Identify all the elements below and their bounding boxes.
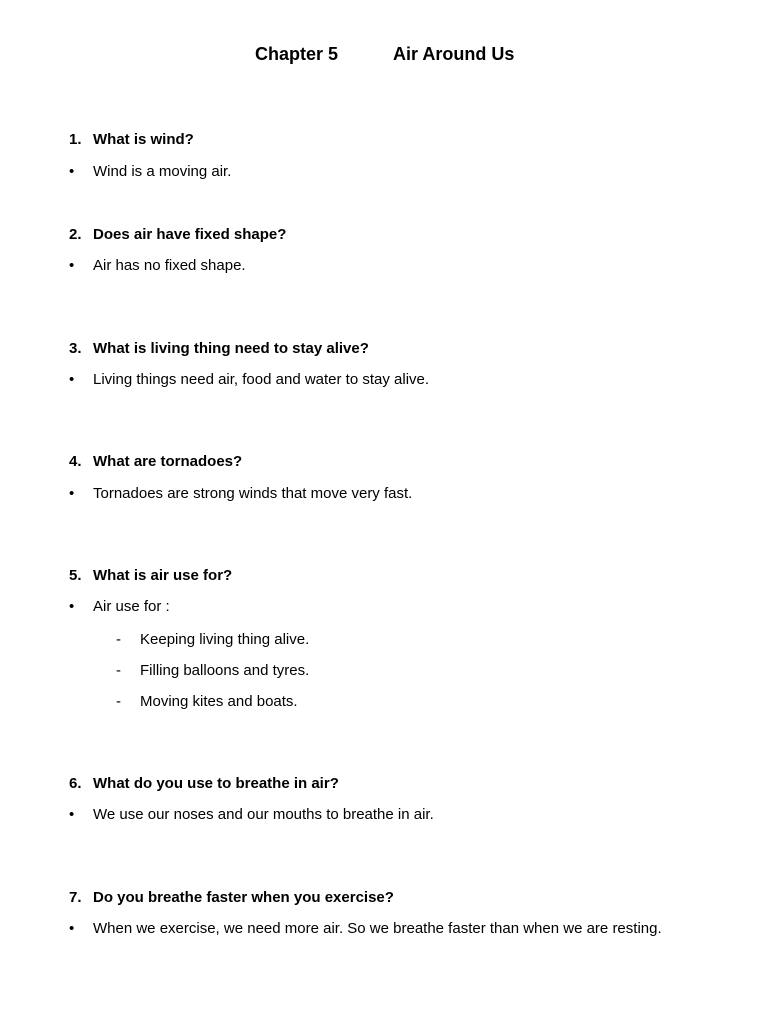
question-number: 7. xyxy=(69,889,82,906)
sub-item-1 xyxy=(116,631,309,648)
answer-text: Air use for : xyxy=(93,598,170,615)
question-3 xyxy=(69,340,369,357)
question-text: Does air have fixed shape? xyxy=(93,226,287,243)
question-number: 4. xyxy=(69,453,82,470)
question-text: What do you use to breathe in air? xyxy=(93,775,339,792)
dash-icon: - xyxy=(116,631,121,648)
chapter-title: Air Around Us xyxy=(393,44,515,64)
answer-text: Living things need air, food and water to stay alive. xyxy=(93,371,430,388)
answer-5 xyxy=(69,598,170,615)
bullet-icon: • xyxy=(69,257,75,274)
sub-item-3 xyxy=(116,693,298,710)
question-1 xyxy=(69,131,194,148)
question-text: What are tornadoes? xyxy=(93,453,243,470)
bullet-icon: • xyxy=(69,920,75,937)
page-title xyxy=(0,44,768,68)
bullet-icon: • xyxy=(69,485,75,502)
answer-text: Wind is a moving air. xyxy=(93,163,232,180)
bullet-icon: • xyxy=(69,598,75,615)
answer-3 xyxy=(69,371,429,388)
dash-icon: - xyxy=(116,693,121,710)
bullet-icon: • xyxy=(69,163,75,180)
question-text: What is wind? xyxy=(93,131,194,148)
question-number: 6. xyxy=(69,775,82,792)
question-number: 5. xyxy=(69,567,82,584)
answer-4 xyxy=(69,485,412,502)
bullet-icon: • xyxy=(69,371,75,388)
answer-text: When we exercise, we need more air. So we breathe faster than when we are resting. xyxy=(93,920,662,937)
question-2 xyxy=(69,226,286,243)
question-text: What is air use for? xyxy=(93,567,233,584)
answer-6 xyxy=(69,806,434,823)
question-text: Do you breathe faster when you exercise? xyxy=(93,889,394,906)
dash-icon: - xyxy=(116,662,121,679)
bullet-icon: • xyxy=(69,806,75,823)
answer-text: We use our noses and our mouths to breathe in air. xyxy=(93,806,434,823)
question-5 xyxy=(69,567,232,584)
answer-text: Tornadoes are strong winds that move very fast. xyxy=(93,485,413,502)
sub-item-2 xyxy=(116,662,309,679)
chapter-number: Chapter 5 xyxy=(255,44,339,64)
question-7 xyxy=(69,889,394,906)
answer-2 xyxy=(69,257,246,274)
question-number: 3. xyxy=(69,340,82,357)
answer-7 xyxy=(69,920,662,937)
question-6 xyxy=(69,775,339,792)
answer-1 xyxy=(69,163,231,180)
question-number: 1. xyxy=(69,131,82,148)
question-4 xyxy=(69,453,242,470)
question-text: What is living thing need to stay alive? xyxy=(93,340,369,357)
sub-item-text: Moving kites and boats. xyxy=(140,693,298,710)
question-number: 2. xyxy=(69,226,82,243)
answer-text: Air has no fixed shape. xyxy=(93,257,246,274)
sub-item-text: Filling balloons and tyres. xyxy=(140,662,310,679)
sub-item-text: Keeping living thing alive. xyxy=(140,631,310,648)
